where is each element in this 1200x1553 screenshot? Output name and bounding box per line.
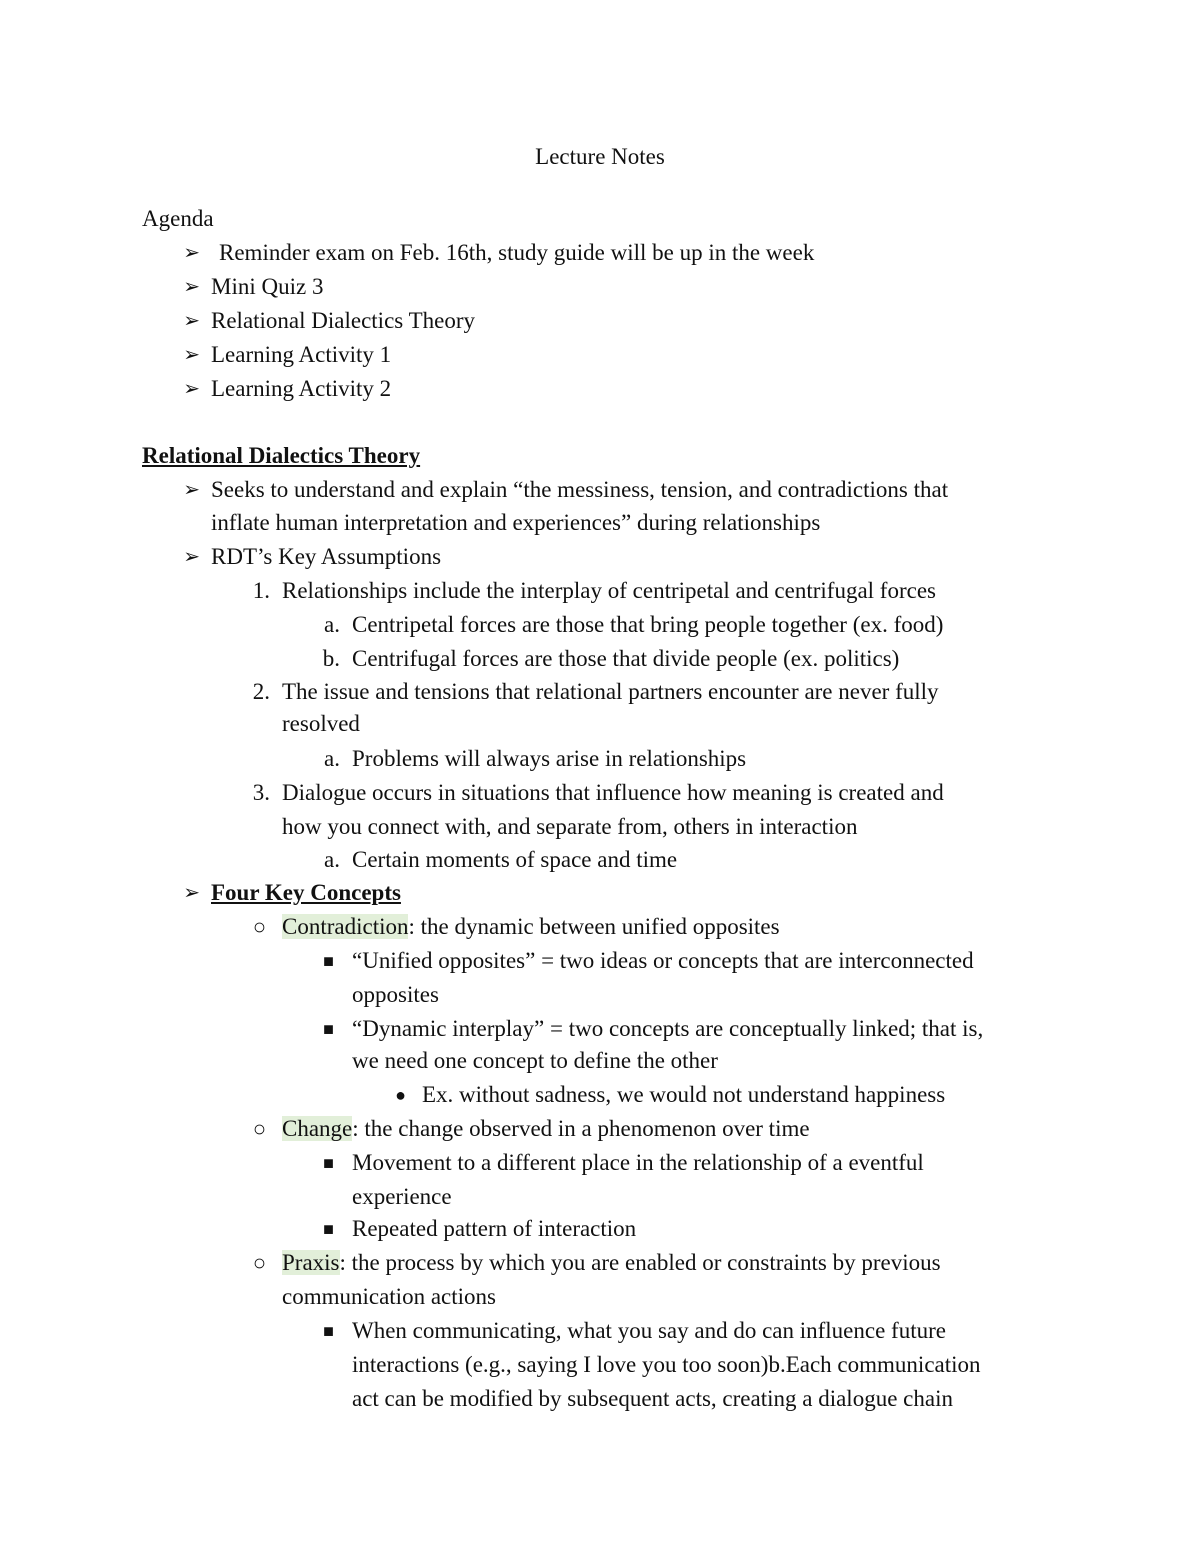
concept-term: Contradiction: [282, 914, 409, 939]
concept-definition: : the dynamic between unified opposites: [408, 914, 780, 939]
hollow-circle-bullet-icon: ○: [252, 1250, 266, 1275]
arrow-bullet-icon: ➢: [183, 344, 200, 366]
list-letter: a.: [324, 847, 340, 872]
square-bullet-icon: ■: [323, 951, 334, 971]
agenda-heading: Agenda: [142, 206, 214, 231]
agenda-item: Learning Activity 2: [211, 376, 392, 401]
concept-bullet-text: Repeated pattern of interaction: [352, 1216, 637, 1241]
square-bullet-icon: ■: [323, 1019, 334, 1039]
concept-definition: : the process by which you are enabled or constraints by previous: [339, 1250, 941, 1275]
list-letter: a.: [324, 612, 340, 637]
sub-item-text: Certain moments of space and time: [352, 847, 678, 872]
list-letter: b.: [322, 646, 340, 671]
arrow-bullet-icon: ➢: [183, 882, 200, 904]
agenda-item: Mini Quiz 3: [211, 274, 324, 299]
concept-bullet-text: act can be modified by subsequent acts, creating a dialogue chain: [352, 1386, 953, 1411]
square-bullet-icon: ■: [323, 1321, 334, 1341]
agenda-item: Reminder exam on Feb. 16th, study guide will be up in the week: [219, 240, 815, 265]
concept-bullet-text: “Dynamic interplay” = two concepts are conceptually linked; that is,: [352, 1016, 984, 1041]
body-text: inflate human interpretation and experiences” during relationships: [211, 510, 821, 535]
concept-entry: [282, 912, 780, 942]
hollow-circle-bullet-icon: ○: [252, 1116, 266, 1141]
assumption-text: The issue and tensions that relational partners encounter are never fully: [282, 679, 939, 704]
concept-bullet-text: interactions (e.g., saying I love you too soon)b.Each communication: [352, 1352, 981, 1377]
arrow-bullet-icon: ➢: [183, 479, 200, 501]
arrow-bullet-icon: ➢: [183, 378, 200, 400]
concept-term: Change: [282, 1116, 353, 1141]
arrow-bullet-icon: ➢: [183, 276, 200, 298]
concept-bullet-text: “Unified opposites” = two ideas or concepts that are interconnected: [352, 948, 974, 973]
section-heading: Relational Dialectics Theory: [142, 443, 421, 468]
hollow-circle-bullet-icon: ○: [252, 914, 266, 939]
arrow-bullet-icon: ➢: [183, 310, 200, 332]
concept-bullet-text: opposites: [352, 982, 439, 1007]
arrow-bullet-icon: ➢: [183, 242, 200, 264]
assumptions-label: RDT’s Key Assumptions: [211, 544, 442, 569]
square-bullet-icon: ■: [323, 1219, 334, 1239]
assumption-text: Dialogue occurs in situations that influence how meaning is created and: [282, 780, 944, 805]
assumption-text: how you connect with, and separate from, others in interaction: [282, 814, 858, 839]
example-text: Ex. without sadness, we would not understand happiness: [422, 1082, 946, 1107]
agenda-item: Relational Dialectics Theory: [211, 308, 475, 333]
sub-item-text: Centrifugal forces are those that divide people (ex. politics): [352, 646, 900, 671]
concept-entry: [282, 1248, 941, 1278]
sub-item-text: Problems will always arise in relationships: [352, 746, 747, 771]
concept-bullet-text: Movement to a different place in the relationship of a eventful: [352, 1150, 924, 1175]
assumption-text: Relationships include the interplay of centripetal and centrifugal forces: [282, 578, 936, 603]
agenda-item: Learning Activity 1: [211, 342, 392, 367]
concept-definition: : the change observed in a phenomenon over time: [352, 1116, 810, 1141]
concept-bullet-text: experience: [352, 1184, 452, 1209]
filled-dot-bullet-icon: ●: [395, 1085, 406, 1105]
concept-definition: communication actions: [282, 1284, 496, 1309]
square-bullet-icon: ■: [323, 1153, 334, 1173]
list-letter: a.: [324, 746, 340, 771]
sub-item-text: Centripetal forces are those that bring people together (ex. food): [352, 612, 944, 637]
body-text: Seeks to understand and explain “the messiness, tension, and contradictions that: [211, 477, 949, 502]
concept-bullet-text: we need one concept to define the other: [352, 1048, 718, 1073]
concept-entry: [282, 1114, 810, 1144]
list-number: 3.: [252, 780, 270, 805]
concept-term: Praxis: [282, 1250, 340, 1275]
page-title: Lecture Notes: [535, 144, 665, 169]
concepts-label: Four Key Concepts: [211, 880, 401, 905]
list-number: 2.: [252, 679, 270, 704]
concept-bullet-text: When communicating, what you say and do can influence future: [352, 1318, 946, 1343]
assumption-text: resolved: [282, 711, 360, 736]
list-number: 1.: [252, 578, 270, 603]
arrow-bullet-icon: ➢: [183, 546, 200, 568]
